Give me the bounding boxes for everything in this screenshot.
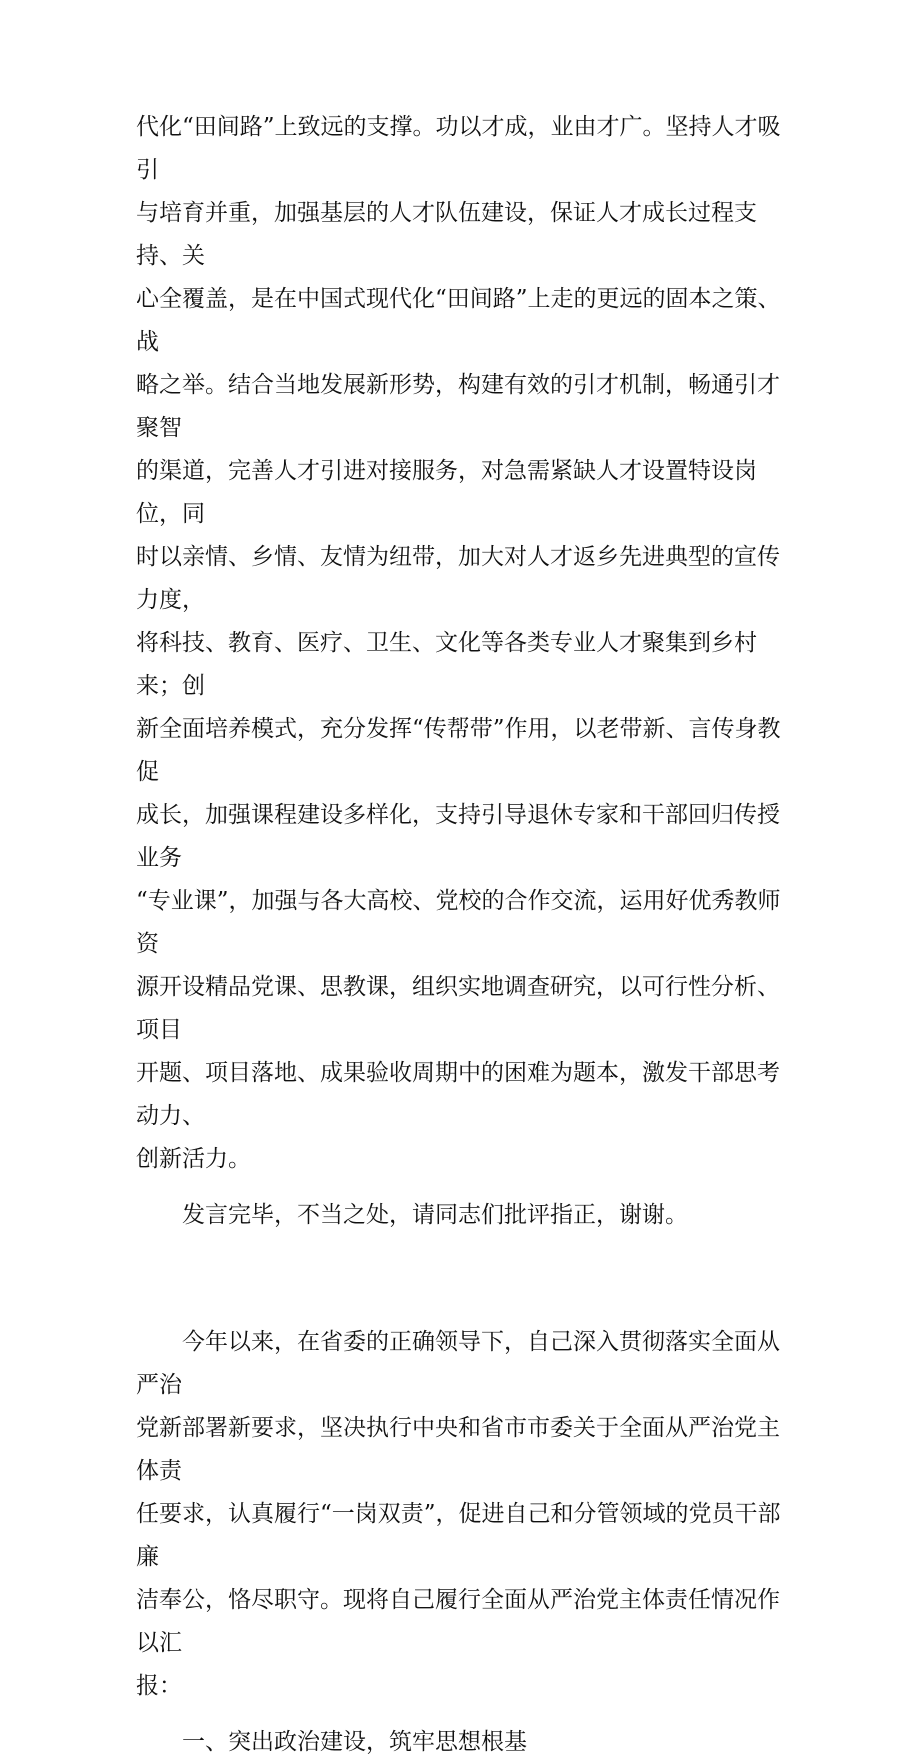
paragraph-talent-support: 代化“田间路”上致远的支撑。功以才成，业由才广。坚持人才吸引 与培育并重，加强基层的人才队伍建设，保证人才成长过程支持、关 心全覆盖，是在中国式现代化“田间路”上走的更远的固本之策、战 略之举。结合当地发展新形势，构建有效的引才机制，畅通引才聚智 的渠道，完善人才引进对接服务，对急需紧缺人才设置特设岗位，同 时以亲情、乡情、友情为纽带，加大对人才返乡先进典型的宣传力度， 将科技、教育、医疗、卫生、文化等各类专业人才聚集到乡村来；创 新全面培养模式，充分发挥“传帮带”作用，以老带新、言传身教促 成长，加强课程建设多样化，支持引导退休专家和干部回归传授业务 “专业课”，加强与各大高校、党校的合作交流，运用好优秀教师资 源开设精品党课、思教课，组织实地调查研究，以可行性分析、项目 开题、项目落地、成果验收周期中的困难为题本，激发干部思考动力、 创新活力。 bbox=[136, 114, 781, 1172]
paragraph-spacer bbox=[136, 1708, 788, 1721]
section-heading-political-construction: 一、突出政治建设，筑牢思想根基 bbox=[136, 1729, 527, 1755]
closing-remark: 发言完毕，不当之处，请同志们批评指正，谢谢。 bbox=[136, 1202, 688, 1228]
section-spacer bbox=[136, 1237, 788, 1321]
paragraph-spacer bbox=[136, 1181, 788, 1194]
paragraph-report-intro: 今年以来，在省委的正确领导下，自己深入贯彻落实全面从严治 党新部署新要求，坚决执行中央和省市市委关于全面从严治党主体责 任要求，认真履行“一岗双责”，促进自己和分管领域的党员干部廉 洁奉公，恪尽职守。现将自己履行全面从严治党主体责任情况作以汇 报： bbox=[136, 1329, 781, 1699]
document-body bbox=[136, 106, 788, 1764]
